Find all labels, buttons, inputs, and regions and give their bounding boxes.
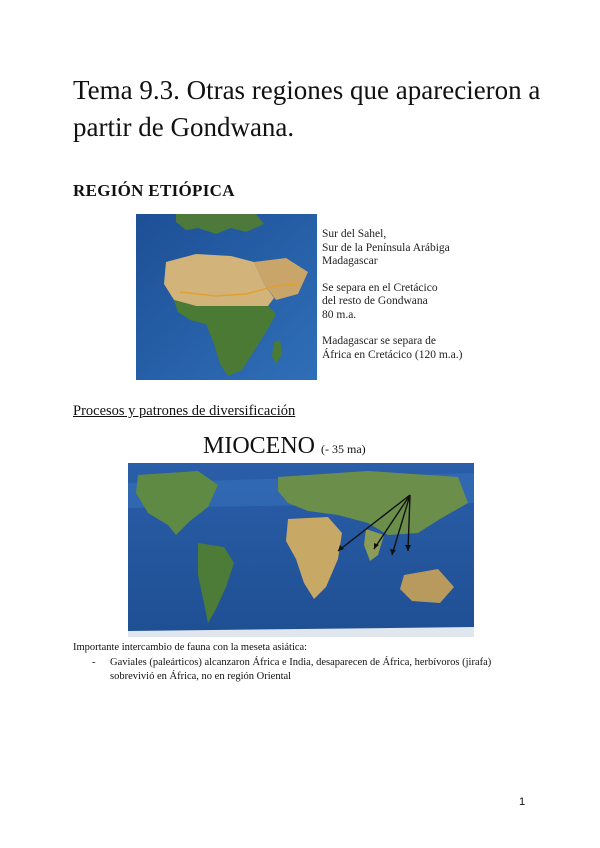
- miocene-sublabel: (- 35 ma): [321, 442, 366, 456]
- caption-line: del resto de Gondwana: [322, 295, 428, 307]
- bullet-dash: -: [92, 657, 96, 668]
- caption-line: 80 m.a.: [322, 308, 357, 321]
- caption-line: Se separa en el Cretácico: [322, 281, 438, 294]
- caption-line: Sur del Sahel,: [322, 228, 387, 240]
- caption-line: Sur de la Península Arábiga: [322, 241, 450, 254]
- intercambio-note: Importante intercambio de fauna con la meseta asiática:: [73, 642, 308, 653]
- miocene-title: MIOCENO: [203, 433, 315, 459]
- caption-block-1: [322, 228, 463, 269]
- bullet-text: Gaviales (paleárticos) alcanzaron África e India, desaparecen de África, herbívoros (jirafa) sobrevivió en África, no en región Oriental: [110, 657, 492, 682]
- caption-line: Madagascar: [322, 255, 378, 267]
- page-number: 1: [519, 796, 526, 808]
- subsection-heading: Procesos y patrones de diversificación: [73, 403, 296, 419]
- miocene-label: [203, 433, 366, 460]
- africa-map-image: [136, 214, 317, 380]
- region-captions: [322, 228, 463, 375]
- caption-block-2: [322, 282, 463, 323]
- list-item: [92, 656, 532, 684]
- page-title: Tema 9.3. Otras regiones que aparecieron a partir de Gondwana.: [73, 75, 541, 142]
- caption-line: Madagascar se separa de: [322, 335, 436, 347]
- caption-block-3: [322, 335, 463, 362]
- section-heading: REGIÓN ETIÓPICA: [73, 181, 235, 200]
- miocene-world-map: [128, 463, 474, 637]
- caption-line: África en Cretácico (120 m.a.): [322, 348, 463, 361]
